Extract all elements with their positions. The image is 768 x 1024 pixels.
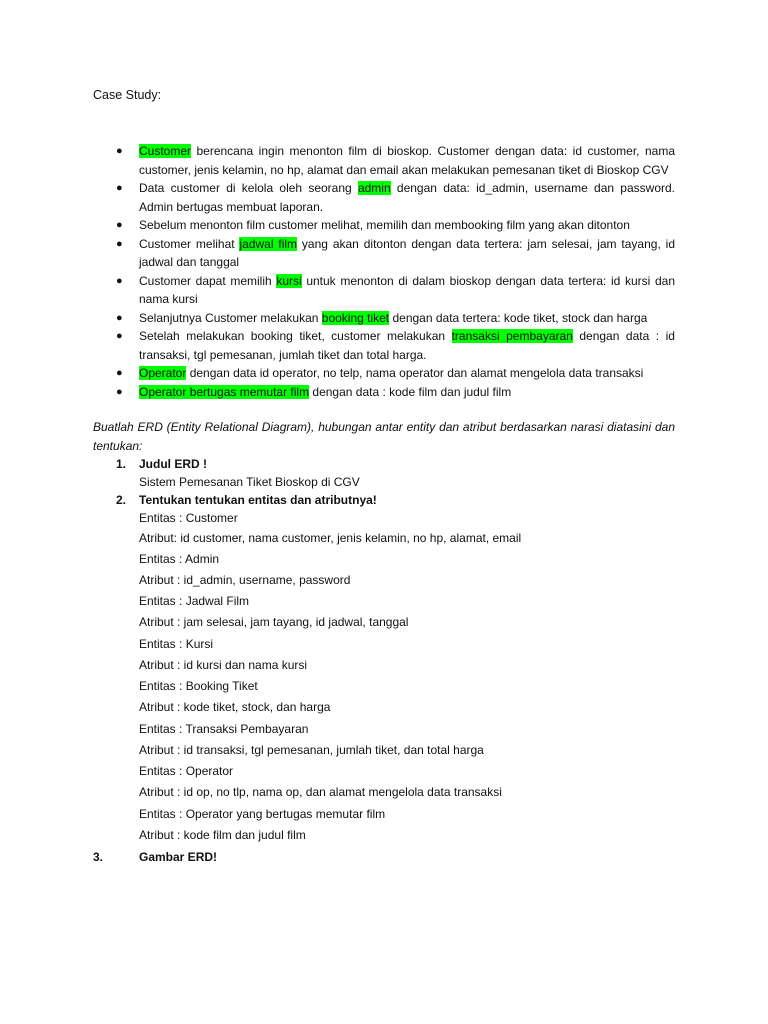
bullet-text: untuk menonton di dalam bioskop dengan data tertera: id kursi dan nama kursi [139,273,675,306]
attribute-line: Atribut : id_admin, username, password [139,573,351,587]
bullet-item [93,309,675,328]
bullet-item [93,142,675,179]
bullet-text: yang akan ditonton dengan data tertera: jam selesai, jam tayang, id jadwal dan tanggal [139,236,675,269]
bullet-dot-icon: ● [116,182,123,194]
bullet-text: dengan data: id_admin, username dan password. Admin bertugas membuat laporan. [139,181,675,214]
entity-line: Entitas : Customer [139,511,238,525]
erd-title-text: Sistem Pemesanan Tiket Bioskop di CGV [139,475,360,489]
attribute-line: Atribut : id op, no tlp, nama op, dan alamat mengelola data transaksi [139,785,502,799]
section-1-number: 1. [116,457,127,471]
highlighted-term: booking tiket [321,310,390,325]
bullet-text: Setelah melakukan booking tiket, customer melakukan [139,329,452,343]
bullet-text: dengan data tertera: kode tiket, stock dan harga [389,310,648,325]
bullet-text: dengan data id operator, no telp, nama operator dan alamat mengelola data transaksi [186,366,644,380]
bullet-text: Customer melihat [139,236,240,251]
attribute-line: Atribut : id kursi dan nama kursi [139,658,308,672]
entity-line: Entitas : Admin [139,552,220,566]
bullet-dot-icon: ● [116,311,123,324]
bullet-item [93,272,675,309]
bullet-dot-icon: ● [116,237,123,250]
attribute-line: Atribut : kode tiket, stock, dan harga [139,700,331,714]
bullet-text: Sebelum menonton film customer melihat, memilih dan membooking film yang akan ditonton [139,218,630,232]
bullet-item [93,327,675,364]
bullet-dot-icon: ● [116,330,123,342]
attribute-line: Atribut : id transaksi, tgl pemesanan, jumlah tiket, dan total harga [139,743,484,757]
bullet-dot-icon: ● [116,145,123,157]
bullet-text: Selanjutnya Customer melakukan [139,310,322,325]
section-3-title: Gambar ERD! [139,850,218,864]
highlighted-term: kursi [276,273,302,288]
bullet-item [93,216,675,235]
section-1-title: Judul ERD ! [139,457,207,471]
bullet-dot-icon: ● [116,367,123,379]
bullet-item [93,235,675,272]
section-2-number: 2. [116,493,127,507]
entity-line: Entitas : Jadwal Film [139,594,250,608]
entity-line: Entitas : Transaksi Pembayaran [139,722,309,736]
entity-line: Entitas : Operator yang bertugas memutar film [139,807,386,821]
bullet-item [93,179,675,216]
bullet-text: Data customer di kelola oleh seorang [139,181,358,195]
bullet-item [93,364,675,383]
section-2-title: Tentukan tentukan entitas dan atributnya! [139,493,377,507]
bullet-item [93,383,675,402]
section-3-number: 3. [93,850,104,864]
highlighted-term: Operator [139,366,187,380]
narrative-bullet-list [93,142,675,401]
bullet-text: berencana ingin menonton film di bioskop. Customer dengan data: id customer, nama customer, jenis kelamin, no hp, alamat dan email akan melakukan pemesanan tiket di Bioskop CGV [139,144,675,177]
entity-line: Entitas : Operator [139,764,234,778]
entity-line: Entitas : Booking Tiket [139,679,258,693]
bullet-text: Customer dapat memilih [139,273,277,288]
attribute-line: Atribut : kode film dan judul film [139,828,306,842]
highlighted-term: jadwal film [239,236,298,251]
bullet-dot-icon: ● [116,219,123,231]
attribute-line: Atribut : jam selesai, jam tayang, id jadwal, tanggal [139,615,409,629]
bullet-text: dengan data : id transaksi, tgl pemesanan, jumlah tiket dan total harga. [139,329,675,362]
highlighted-term: transaksi pembayaran [451,329,573,343]
entity-line: Entitas : Kursi [139,637,214,651]
highlighted-term: Customer [139,144,192,158]
highlighted-term: Operator bertugas memutar film [139,384,310,399]
task-instruction: Buatlah ERD (Entity Relational Diagram), hubungan antar entity dan atribut berdasarkan narasi diatasini dan tentukan: [93,420,675,453]
highlighted-term: admin [357,181,391,195]
bullet-dot-icon: ● [116,274,123,287]
attribute-line: Atribut: id customer, nama customer, jenis kelamin, no hp, alamat, email [139,531,522,545]
bullet-dot-icon: ● [116,385,123,398]
bullet-text: dengan data : kode film dan judul film [309,384,512,399]
case-study-heading: Case Study: [93,88,162,102]
